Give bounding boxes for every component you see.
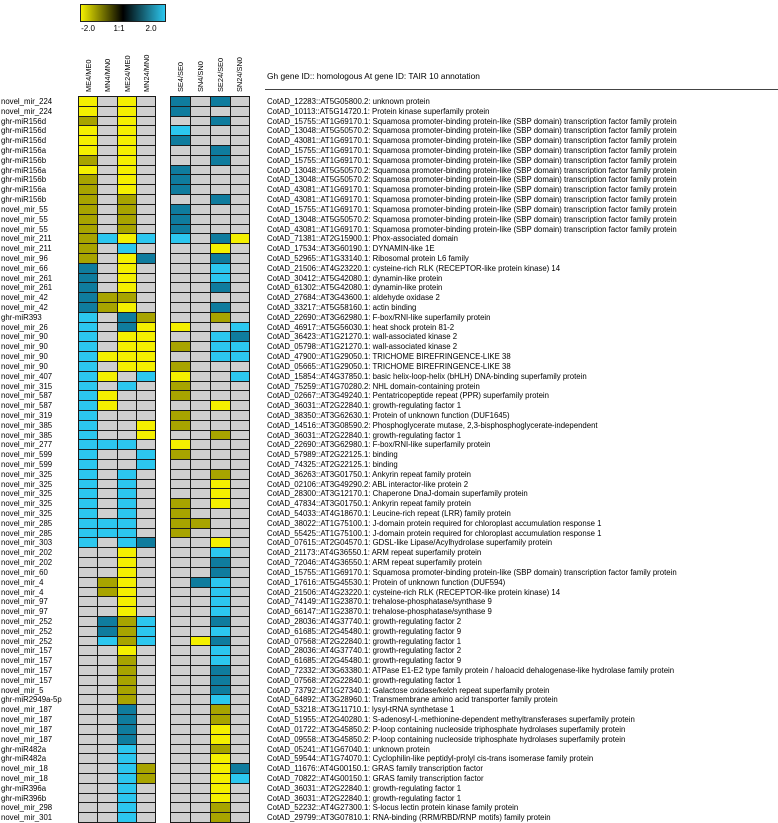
gene-annotation: CotAD_21506::AT4G23220.1: cysteine-rich RLK (RECEPTOR-like protein kinase) 14 — [267, 264, 561, 273]
gene-annotation: CotAD_73792::AT1G27340.1: Galactose oxidase/kelch repeat superfamily protein — [267, 686, 550, 695]
mirna-label: novel_mir_66 — [1, 264, 48, 273]
mirna-label: novel_mir_325 — [1, 499, 53, 508]
gene-annotation: CotAD_52232::AT4G27300.1: S-locus lectin protein kinase family protein — [267, 803, 519, 812]
heatmap-cell — [210, 812, 231, 823]
gene-annotation: CotAD_11676::AT4G00150.1: GRAS family transcription factor — [267, 764, 483, 773]
mirna-label: novel_mir_285 — [1, 519, 53, 528]
gene-annotation: CotAD_66147::AT1G23870.1: trehalose-phosphatase/synthase 9 — [267, 607, 492, 616]
mirna-label: ghr-miR156b — [1, 195, 47, 204]
mirna-label: novel_mir_211 — [1, 234, 52, 243]
mirna-label: ghr-miR156d — [1, 136, 47, 145]
gene-annotation: CotAD_28036::AT4G37740.1: growth-regulating factor 2 — [267, 617, 462, 626]
mirna-label: novel_mir_187 — [1, 705, 53, 714]
mirna-label: novel_mir_407 — [1, 372, 53, 381]
header-rule — [265, 89, 778, 90]
heatmap-cell — [230, 812, 250, 823]
gene-annotation: CotAD_13048::AT5G50570.2: Squamosa promoter-binding protein-like (SBP domain) transcription factor family protein — [267, 215, 677, 224]
column-header: SN4/SN0 — [196, 61, 205, 92]
mirna-label: novel_mir_157 — [1, 646, 53, 655]
gene-annotation: CotAD_29799::AT3G07810.1: RNA-binding (RRM/RBD/RNP motifs) family protein — [267, 813, 551, 822]
gene-annotation: CotAD_43081::AT1G69170.1: Squamosa promoter-binding protein-like (SBP domain) transcription factor family protein — [267, 185, 677, 194]
gene-annotation: CotAD_72332::AT3G63380.1: ATPase E1-E2 type family protein / haloacid dehalogenase-like hydrolase family protein — [267, 666, 675, 675]
mirna-label: ghr-miR156a — [1, 146, 47, 155]
gene-annotation: CotAD_74149::AT1G23870.1: trehalose-phosphatase/synthase 9 — [267, 597, 492, 606]
mirna-label: ghr-miR156a — [1, 185, 47, 194]
gene-annotation: CotAD_59544::AT1G74070.1: Cyclophilin-like peptidyl-prolyl cis-trans isomerase family protein — [267, 754, 594, 763]
mirna-label: ghr-miR156a — [1, 166, 47, 175]
gene-annotation: CotAD_14516::AT3G08590.2: Phosphoglycerate mutase, 2,3-bisphosphoglycerate-independent — [267, 421, 598, 430]
mirna-label: ghr-miR396b — [1, 794, 47, 803]
mirna-label: novel_mir_18 — [1, 764, 48, 773]
gene-annotation: CotAD_07568::AT2G22840.1: growth-regulating factor 1 — [267, 637, 462, 646]
mirna-label: novel_mir_96 — [1, 254, 48, 263]
mirna-label: novel_mir_587 — [1, 401, 53, 410]
gene-annotation: CotAD_07615::AT2G04570.1: GDSL-like Lipase/Acylhydrolase superfamily protein — [267, 538, 553, 547]
mirna-label: novel_mir_325 — [1, 470, 53, 479]
mirna-label: novel_mir_97 — [1, 607, 48, 616]
gene-annotation: CotAD_47834::AT3G01750.1: Ankyrin repeat family protein — [267, 499, 471, 508]
gene-annotation: CotAD_52965::AT1G33140.1: Ribosomal protein L6 family — [267, 254, 469, 263]
mirna-label: novel_mir_55 — [1, 205, 48, 214]
column-header: MN4/MN0 — [103, 58, 112, 92]
mirna-label: novel_mir_187 — [1, 735, 53, 744]
mirna-label: novel_mir_261 — [1, 274, 53, 283]
mirna-label: novel_mir_587 — [1, 391, 53, 400]
mirna-label: novel_mir_303 — [1, 538, 53, 547]
gene-annotation: CotAD_57989::AT2G22125.1: binding — [267, 450, 398, 459]
heatmap-cell — [97, 812, 118, 823]
mirna-label: novel_mir_4 — [1, 588, 44, 597]
column-header: MN24/MN0 — [142, 54, 151, 92]
mirna-label: novel_mir_18 — [1, 774, 48, 783]
gene-annotation: CotAD_15755::AT1G69170.1: Squamosa promoter-binding protein-like (SBP domain) transcription factor family protein — [267, 205, 677, 214]
mirna-label: novel_mir_90 — [1, 332, 48, 341]
gene-annotation: CotAD_38350::AT3G62630.1: Protein of unknown function (DUF1645) — [267, 411, 510, 420]
gene-annotation: CotAD_05798::AT1G21270.1: wall-associated kinase 2 — [267, 342, 458, 351]
mirna-label: novel_mir_285 — [1, 529, 53, 538]
mirna-label: novel_mir_187 — [1, 725, 53, 734]
column-header: SN24/SN0 — [235, 57, 244, 92]
mirna-label: novel_mir_157 — [1, 666, 53, 675]
mirna-label: novel_mir_42 — [1, 293, 48, 302]
gene-annotation: CotAD_17616::AT5G45530.1: Protein of unknown function (DUF594) — [267, 578, 506, 587]
heatmap-cell — [117, 812, 137, 823]
mirna-label: novel_mir_60 — [1, 568, 48, 577]
gene-annotation: CotAD_36263::AT3G01750.1: Ankyrin repeat family protein — [267, 470, 471, 479]
gene-annotation: CotAD_05665::AT1G29050.1: TRICHOME BIREFRINGENCE-LIKE 38 — [267, 362, 511, 371]
gene-annotation: CotAD_46917::AT5G56030.1: heat shock protein 81-2 — [267, 323, 455, 332]
mirna-label: novel_mir_202 — [1, 558, 53, 567]
gene-annotation: CotAD_36031::AT2G22840.1: growth-regulating factor 1 — [267, 784, 462, 793]
mirna-label: novel_mir_157 — [1, 656, 53, 665]
mirna-label: novel_mir_301 — [1, 813, 53, 822]
mirna-label: novel_mir_224 — [1, 97, 53, 106]
gene-annotation: CotAD_61302::AT5G42080.1: dynamin-like protein — [267, 283, 443, 292]
mirna-label: novel_mir_277 — [1, 440, 53, 449]
column-header: SE24/SE0 — [216, 57, 225, 92]
mirna-label: ghr-miR156b — [1, 156, 47, 165]
column-header: ME4/ME0 — [84, 59, 93, 92]
gene-annotation: CotAD_01722::AT3G45850.2: P-loop containing nucleoside triphosphate hydrolases superfamily protein — [267, 725, 626, 734]
mirna-label: novel_mir_42 — [1, 303, 48, 312]
mirna-label: novel_mir_298 — [1, 803, 53, 812]
mirna-label: novel_mir_4 — [1, 578, 44, 587]
gene-annotation: CotAD_15755::AT1G69170.1: Squamosa promoter-binding protein-like (SBP domain) transcription factor family protein — [267, 568, 677, 577]
gene-annotation: CotAD_15755::AT1G69170.1: Squamosa promoter-binding protein-like (SBP domain) transcription factor family protein — [267, 146, 677, 155]
mirna-label: ghr-miR156b — [1, 175, 47, 184]
gene-annotation: CotAD_36031::AT2G22840.1: growth-regulating factor 1 — [267, 401, 462, 410]
mirna-label: novel_mir_252 — [1, 627, 53, 636]
heatmap-cell — [170, 812, 191, 823]
mirna-label: ghr-miR156d — [1, 117, 47, 126]
gene-annotation: CotAD_71381::AT2G15900.1: Phox-associated domain — [267, 234, 458, 243]
heatmap-cell — [136, 812, 156, 823]
mirna-label: novel_mir_97 — [1, 597, 48, 606]
gene-annotation: CotAD_43081::AT1G69170.1: Squamosa promoter-binding protein-like (SBP domain) transcription factor family protein — [267, 225, 677, 234]
mirna-label: novel_mir_325 — [1, 489, 53, 498]
color-scale-gradient — [80, 4, 166, 22]
mirna-label: ghr-miR396a — [1, 784, 47, 793]
mirna-label: novel_mir_55 — [1, 225, 48, 234]
gene-annotation: CotAD_21173::AT4G36550.1: ARM repeat superfamily protein — [267, 548, 482, 557]
gene-annotation: CotAD_13048::AT5G50570.2: Squamosa promoter-binding protein-like (SBP domain) transcription factor family protein — [267, 126, 677, 135]
mirna-label: novel_mir_325 — [1, 509, 53, 518]
gene-annotation: CotAD_33217::AT5G58160.1: actin binding — [267, 303, 417, 312]
annotation-column-header: Gh gene ID:: homologous At gene ID: TAIR 10 annotation — [267, 71, 480, 81]
mirna-label: ghr-miR482a — [1, 754, 47, 763]
mirna-label: novel_mir_261 — [1, 283, 53, 292]
scale-max-label: 2.0 — [145, 24, 157, 33]
gene-annotation: CotAD_09558::AT3G45850.2: P-loop containing nucleoside triphosphate hydrolases superfamily protein — [267, 735, 626, 744]
mirna-label: ghr-miR2949a-5p — [1, 695, 62, 704]
mirna-label: novel_mir_157 — [1, 676, 53, 685]
gene-annotation: CotAD_22690::AT3G62980.1: F-box/RNI-like superfamily protein — [267, 313, 491, 322]
mirna-label: novel_mir_252 — [1, 637, 53, 646]
gene-annotation: CotAD_75259::AT1G70280.2: NHL domain-containing protein — [267, 382, 480, 391]
gene-annotation: CotAD_51955::AT2G40280.1: S-adenosyl-L-methionine-dependent methyltransferases superfamily protein — [267, 715, 635, 724]
mirna-label: novel_mir_385 — [1, 431, 53, 440]
gene-annotation: CotAD_43081::AT1G69170.1: Squamosa promoter-binding protein-like (SBP domain) transcription factor family protein — [267, 136, 677, 145]
gene-annotation: CotAD_54033::AT4G18670.1: Leucine-rich repeat (LRR) family protein — [267, 509, 511, 518]
gene-annotation: CotAD_05241::AT1G67040.1: unknown protein — [267, 745, 430, 754]
gene-annotation: CotAD_53218::AT3G11710.1: lysyl-tRNA synthetase 1 — [267, 705, 455, 714]
mirna-label: novel_mir_211 — [1, 244, 52, 253]
heatmap-cell — [78, 812, 98, 823]
mirna-label: ghr-miR393 — [1, 313, 42, 322]
column-header: ME24/ME0 — [123, 55, 132, 92]
gene-annotation: CotAD_36031::AT2G22840.1: growth-regulating factor 1 — [267, 431, 462, 440]
gene-annotation: CotAD_74325::AT2G22125.1: binding — [267, 460, 398, 469]
mirna-label: ghr-miR482a — [1, 745, 47, 754]
mirna-label: novel_mir_319 — [1, 411, 53, 420]
mirna-label: ghr-miR156d — [1, 126, 47, 135]
gene-annotation: CotAD_12283::AT5G05800.2: unknown protein — [267, 97, 430, 106]
gene-annotation: CotAD_43081::AT1G69170.1: Squamosa promoter-binding protein-like (SBP domain) transcription factor family protein — [267, 195, 677, 204]
mirna-label: novel_mir_252 — [1, 617, 53, 626]
mirna-label: novel_mir_202 — [1, 548, 53, 557]
mirna-label: novel_mir_315 — [1, 382, 53, 391]
gene-annotation: CotAD_28036::AT4G37740.1: growth-regulating factor 2 — [267, 646, 462, 655]
mirna-label: novel_mir_5 — [1, 686, 44, 695]
gene-annotation: CotAD_61685::AT2G45480.1: growth-regulating factor 9 — [267, 656, 462, 665]
gene-annotation: CotAD_17534::AT3G60190.1: DYNAMIN-like 1E — [267, 244, 435, 253]
gene-annotation: CotAD_15755::AT1G69170.1: Squamosa promoter-binding protein-like (SBP domain) transcription factor family protein — [267, 156, 677, 165]
scale-mid-label: 1:1 — [113, 24, 125, 33]
mirna-label: novel_mir_26 — [1, 323, 48, 332]
heatmap-cell — [190, 812, 211, 823]
gene-annotation: CotAD_02667::AT3G49240.1: Pentatricopeptide repeat (PPR) superfamily protein — [267, 391, 550, 400]
mirna-label: novel_mir_90 — [1, 352, 48, 361]
gene-annotation: CotAD_10113::AT5G14720.1: Protein kinase superfamily protein — [267, 107, 490, 116]
mirna-label: novel_mir_90 — [1, 342, 48, 351]
mirna-label: novel_mir_599 — [1, 460, 53, 469]
gene-annotation: CotAD_72046::AT4G36550.1: ARM repeat superfamily protein — [267, 558, 482, 567]
mirna-label: novel_mir_55 — [1, 215, 48, 224]
mirna-label: novel_mir_187 — [1, 715, 53, 724]
mirna-label: novel_mir_385 — [1, 421, 53, 430]
scale-min-label: -2.0 — [81, 24, 95, 33]
mirna-label: novel_mir_599 — [1, 450, 53, 459]
gene-annotation: CotAD_36423::AT1G21270.1: wall-associated kinase 2 — [267, 332, 458, 341]
gene-annotation: CotAD_70822::AT4G00150.1: GRAS family transcription factor — [267, 774, 484, 783]
gene-annotation: CotAD_38022::AT1G75100.1: J-domain protein required for chloroplast accumulation response 1 — [267, 519, 602, 528]
column-header: SE4/SE0 — [176, 62, 185, 92]
gene-annotation: CotAD_21506::AT4G23220.1: cysteine-rich RLK (RECEPTOR-like protein kinase) 14 — [267, 588, 561, 597]
gene-annotation: CotAD_15854::AT4G37850.1: basic helix-loop-helix (bHLH) DNA-binding superfamily protein — [267, 372, 587, 381]
gene-annotation: CotAD_36031::AT2G22840.1: growth-regulating factor 1 — [267, 794, 462, 803]
gene-annotation: CotAD_02106::AT3G49290.2: ABL interactor-like protein 2 — [267, 480, 469, 489]
gene-annotation: CotAD_30412::AT5G42080.1: dynamin-like protein — [267, 274, 443, 283]
mirna-label: novel_mir_325 — [1, 480, 53, 489]
gene-annotation: CotAD_22690::AT3G62980.1: F-box/RNI-like superfamily protein — [267, 440, 491, 449]
gene-annotation: CotAD_61685::AT2G45480.1: growth-regulating factor 9 — [267, 627, 462, 636]
gene-annotation: CotAD_13048::AT5G50570.2: Squamosa promoter-binding protein-like (SBP domain) transcription factor family protein — [267, 166, 677, 175]
mirna-label: novel_mir_90 — [1, 362, 48, 371]
gene-annotation: CotAD_64892::AT3G28960.1: Transmembrane amino acid transporter family protein — [267, 695, 558, 704]
gene-annotation: CotAD_07568::AT2G22840.1: growth-regulating factor 1 — [267, 676, 462, 685]
gene-annotation: CotAD_27684::AT3G43600.1: aldehyde oxidase 2 — [267, 293, 440, 302]
gene-annotation: CotAD_28300::AT3G12170.1: Chaperone DnaJ-domain superfamily protein — [267, 489, 528, 498]
gene-annotation: CotAD_13048::AT5G50570.2: Squamosa promoter-binding protein-like (SBP domain) transcription factor family protein — [267, 175, 677, 184]
mirna-label: novel_mir_224 — [1, 107, 53, 116]
gene-annotation: CotAD_55425::AT1G75100.1: J-domain protein required for chloroplast accumulation response 1 — [267, 529, 602, 538]
gene-annotation: CotAD_15755::AT1G69170.1: Squamosa promoter-binding protein-like (SBP domain) transcription factor family protein — [267, 117, 677, 126]
gene-annotation: CotAD_47900::AT1G29050.1: TRICHOME BIREFRINGENCE-LIKE 38 — [267, 352, 511, 361]
